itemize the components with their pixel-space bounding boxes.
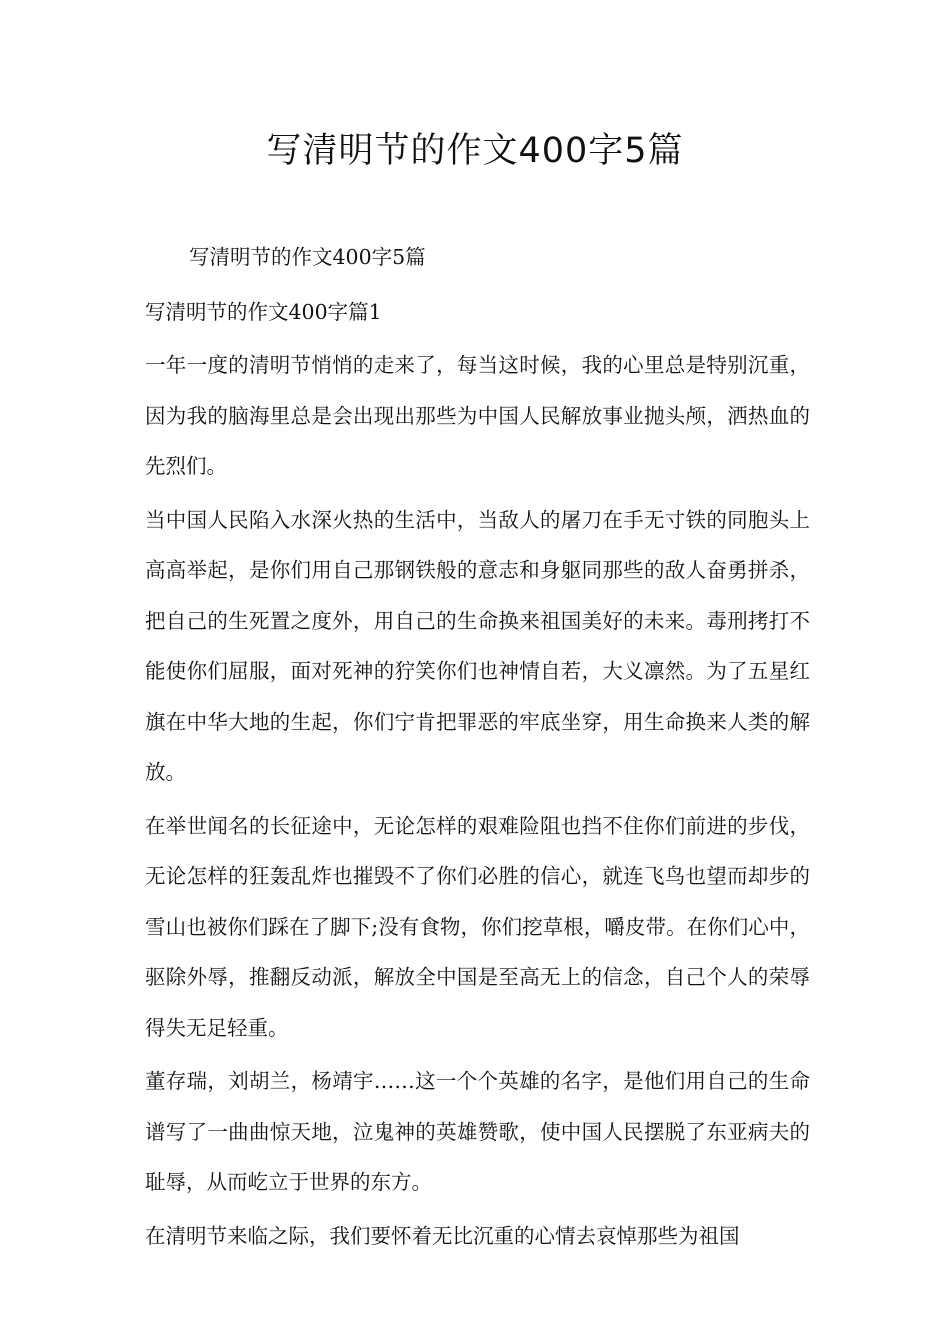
document-title: 写清明节的作文400字5篇 (266, 131, 684, 171)
paragraph: 在清明节来临之际，我们要怀着无比沉重的心情去哀悼那些为祖国 (145, 1223, 740, 1248)
document-body (145, 232, 810, 1264)
paragraph: 在举世闻名的长征途中，无论怎样的艰难险阻也挡不住你们前进的步伐，无论怎样的狂轰乱炸也摧毁不了你们必胜的信心，就连飞鸟也望而却步的雪山也被你们踩在了脚下;没有食物，你们挖草根，嚼皮带。在你们心中，驱除外辱，推翻反动派，解放全中国是至高无上的信念，自己个人的荣辱得失无足轻重。 (145, 813, 810, 1040)
paragraph: 当中国人民陷入水深火热的生活中，当敌人的屠刀在手无寸铁的同胞头上高高举起，是你们用自己那钢铁般的意志和身躯同那些的敌人奋勇拼杀，把自己的生死置之度外，用自己的生命换来祖国美好的未来。毒刑拷打不能使你们屈服，面对死神的狞笑你们也神情自若，大义凛然。为了五星红旗在中华大地的生起，你们宁肯把罪恶的牢底坐穿，用生命换来人类的解放。 (145, 507, 810, 784)
paragraph: 董存瑞，刘胡兰，杨靖宇……这一个个英雄的名字，是他们用自己的生命谱写了一曲曲惊天地，泣鬼神的英雄赞歌，使中国人民摆脱了东亚病夫的耻辱，从而屹立于世界的东方。 (145, 1069, 810, 1194)
section-heading: 写清明节的作文400字篇1 (145, 299, 382, 324)
document-subtitle: 写清明节的作文400字5篇 (189, 245, 426, 269)
paragraph: 一年一度的清明节悄悄的走来了，每当这时候，我的心里总是特别沉重，因为我的脑海里总是会出现出那些为中国人民解放事业抛头颅，洒热血的先烈们。 (145, 353, 810, 478)
